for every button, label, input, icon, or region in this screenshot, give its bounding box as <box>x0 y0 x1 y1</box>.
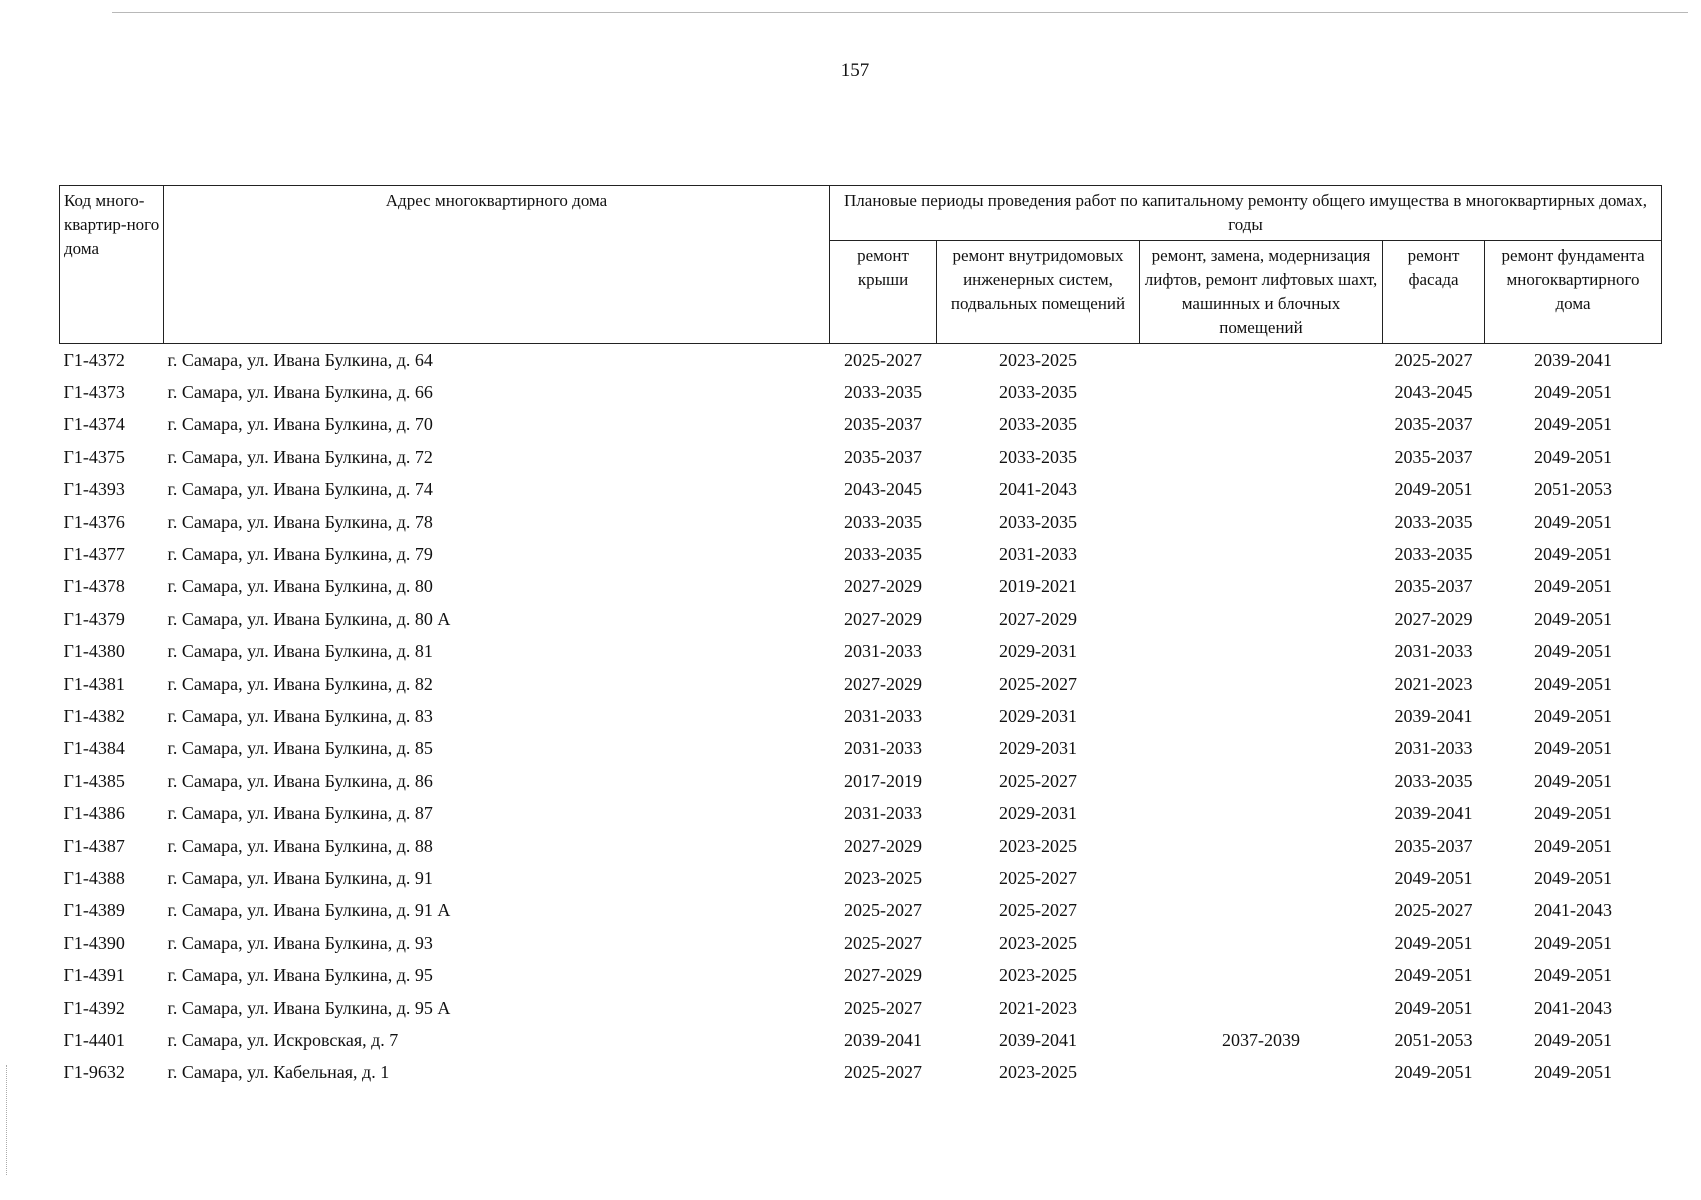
table-row <box>60 765 1662 797</box>
cell-code: Г1-4387 <box>63 835 125 856</box>
cell-systems: 2033-2035 <box>999 382 1077 403</box>
table-row <box>60 830 1662 862</box>
cell-address: г. Самара, ул. Ивана Булкина, д. 91 А <box>167 900 451 921</box>
cell-roof: 2033-2035 <box>844 382 922 403</box>
cell-facade: 2025-2027 <box>1394 349 1473 370</box>
cell-roof: 2025-2027 <box>844 932 922 953</box>
cell-systems: 2029-2031 <box>999 738 1077 759</box>
cell-foundation: 2049-2051 <box>1534 965 1613 986</box>
cell-elevators <box>1140 959 1383 991</box>
cell-systems: 2019-2021 <box>999 576 1077 597</box>
cell-systems: 2025-2027 <box>999 900 1077 921</box>
cell-roof: 2025-2027 <box>844 349 922 370</box>
cell-elevators <box>1140 538 1383 570</box>
cell-code: Г1-4386 <box>63 803 125 824</box>
cell-facade: 2027-2029 <box>1394 608 1473 629</box>
cell-systems: 2027-2029 <box>999 608 1077 629</box>
cell-foundation: 2041-2043 <box>1534 997 1613 1018</box>
top-rule <box>112 12 1688 13</box>
cell-facade: 2031-2033 <box>1394 641 1473 662</box>
cell-systems: 2023-2025 <box>999 835 1077 856</box>
cell-roof: 2023-2025 <box>844 867 922 888</box>
cell-foundation: 2049-2051 <box>1534 867 1613 888</box>
cell-foundation: 2049-2051 <box>1534 835 1613 856</box>
cell-systems: 2041-2043 <box>999 479 1077 500</box>
table-row <box>60 506 1662 538</box>
cell-facade: 2039-2041 <box>1394 803 1473 824</box>
cell-systems: 2033-2035 <box>999 511 1077 532</box>
cell-facade: 2039-2041 <box>1394 705 1473 726</box>
cell-systems: 2023-2025 <box>999 932 1077 953</box>
cell-foundation: 2049-2051 <box>1534 705 1613 726</box>
cell-foundation: 2049-2051 <box>1534 803 1613 824</box>
cell-systems: 2033-2035 <box>999 414 1077 435</box>
header-systems: ремонт внутридомовых инженерных систем, подвальных помещений <box>937 241 1140 344</box>
cell-foundation: 2049-2051 <box>1534 641 1613 662</box>
cell-roof: 2017-2019 <box>844 770 922 791</box>
cell-address: г. Самара, ул. Ивана Булкина, д. 64 <box>167 349 433 370</box>
cell-address: г. Самара, ул. Ивана Булкина, д. 88 <box>167 835 433 856</box>
cell-address: г. Самара, ул. Ивана Булкина, д. 91 <box>167 867 433 888</box>
cell-code: Г1-9632 <box>63 1062 125 1083</box>
cell-systems: 2029-2031 <box>999 705 1077 726</box>
cell-code: Г1-4378 <box>63 576 125 597</box>
cell-facade: 2049-2051 <box>1394 479 1473 500</box>
table-row <box>60 895 1662 927</box>
cell-systems: 2033-2035 <box>999 446 1077 467</box>
cell-foundation: 2041-2043 <box>1534 900 1613 921</box>
cell-foundation: 2049-2051 <box>1534 608 1613 629</box>
cell-elevators <box>1140 830 1383 862</box>
cell-elevators <box>1140 636 1383 668</box>
cell-facade: 2049-2051 <box>1394 867 1473 888</box>
table-row <box>60 636 1662 668</box>
table-row <box>60 376 1662 408</box>
header-code: Код много-квартир-ного дома <box>60 186 164 344</box>
table-row <box>60 538 1662 570</box>
cell-elevators <box>1140 506 1383 538</box>
header-address: Адрес многоквартирного дома <box>164 186 830 344</box>
cell-facade: 2049-2051 <box>1394 1062 1473 1083</box>
cell-address: г. Самара, ул. Ивана Булкина, д. 95 А <box>167 997 451 1018</box>
cell-facade: 2049-2051 <box>1394 997 1473 1018</box>
cell-roof: 2039-2041 <box>844 1029 922 1050</box>
table-row <box>60 733 1662 765</box>
cell-roof: 2027-2029 <box>844 965 922 986</box>
cell-code: Г1-4388 <box>63 867 125 888</box>
cell-code: Г1-4377 <box>63 544 125 565</box>
cell-systems: 2039-2041 <box>999 1029 1077 1050</box>
cell-address: г. Самара, ул. Ивана Булкина, д. 81 <box>167 641 433 662</box>
cell-elevators <box>1140 441 1383 473</box>
cell-code: Г1-4375 <box>63 446 125 467</box>
cell-foundation: 2049-2051 <box>1534 1029 1613 1050</box>
cell-foundation: 2049-2051 <box>1534 511 1613 532</box>
cell-code: Г1-4379 <box>63 608 125 629</box>
cell-roof: 2027-2029 <box>844 835 922 856</box>
cell-elevators <box>1140 376 1383 408</box>
cell-address: г. Самара, ул. Ивана Булкина, д. 86 <box>167 770 433 791</box>
cell-elevators <box>1140 571 1383 603</box>
table-body <box>60 344 1662 1089</box>
cell-facade: 2031-2033 <box>1394 738 1473 759</box>
cell-roof: 2035-2037 <box>844 414 922 435</box>
cell-code: Г1-4376 <box>63 511 125 532</box>
table-row <box>60 797 1662 829</box>
cell-address: г. Самара, ул. Ивана Булкина, д. 80 А <box>167 608 451 629</box>
table-row <box>60 441 1662 473</box>
cell-systems: 2029-2031 <box>999 641 1077 662</box>
cell-code: Г1-4384 <box>63 738 125 759</box>
table-row <box>60 1057 1662 1089</box>
cell-code: Г1-4390 <box>63 932 125 953</box>
header-row-top <box>60 186 1662 241</box>
cell-facade: 2033-2035 <box>1394 511 1473 532</box>
cell-elevators <box>1140 1057 1383 1089</box>
cell-address: г. Самара, ул. Ивана Булкина, д. 82 <box>167 673 433 694</box>
cell-code: Г1-4373 <box>63 382 125 403</box>
cell-elevators: 2037-2039 <box>1222 1029 1300 1050</box>
cell-systems: 2029-2031 <box>999 803 1077 824</box>
cell-roof: 2031-2033 <box>844 641 922 662</box>
cell-code: Г1-4391 <box>63 965 125 986</box>
table-row <box>60 571 1662 603</box>
table-row <box>60 603 1662 635</box>
table-row <box>60 409 1662 441</box>
cell-foundation: 2049-2051 <box>1534 673 1613 694</box>
cell-facade: 2033-2035 <box>1394 770 1473 791</box>
table-row <box>60 474 1662 506</box>
cell-elevators <box>1140 797 1383 829</box>
cell-code: Г1-4382 <box>63 705 125 726</box>
cell-code: Г1-4385 <box>63 770 125 791</box>
cell-foundation: 2049-2051 <box>1534 382 1613 403</box>
cell-facade: 2035-2037 <box>1394 576 1473 597</box>
cell-roof: 2031-2033 <box>844 738 922 759</box>
page-number: 157 <box>840 60 870 81</box>
cell-elevators <box>1140 603 1383 635</box>
cell-elevators <box>1140 927 1383 959</box>
cell-code: Г1-4392 <box>63 997 125 1018</box>
cell-roof: 2027-2029 <box>844 608 922 629</box>
cell-address: г. Самара, ул. Ивана Булкина, д. 74 <box>167 479 433 500</box>
cell-address: г. Самара, ул. Ивана Булкина, д. 95 <box>167 965 433 986</box>
cell-code: Г1-4393 <box>63 479 125 500</box>
cell-elevators <box>1140 895 1383 927</box>
cell-roof: 2027-2029 <box>844 576 922 597</box>
cell-foundation: 2049-2051 <box>1534 544 1613 565</box>
cell-roof: 2035-2037 <box>844 446 922 467</box>
table-row <box>60 344 1662 377</box>
scan-artifact <box>6 1065 11 1175</box>
header-foundation: ремонт фундамента многоквартирного дома <box>1485 241 1662 344</box>
table-row <box>60 668 1662 700</box>
cell-elevators <box>1140 992 1383 1024</box>
header-elevators: ремонт, замена, модернизация лифтов, ремонт лифтовых шахт, машинных и блочных помещений <box>1140 241 1383 344</box>
cell-systems: 2021-2023 <box>999 997 1077 1018</box>
cell-systems: 2023-2025 <box>999 965 1077 986</box>
cell-address: г. Самара, ул. Искровская, д. 7 <box>167 1029 399 1050</box>
table-row <box>60 862 1662 894</box>
cell-facade: 2049-2051 <box>1394 932 1473 953</box>
capital-repair-table <box>59 185 1662 1089</box>
cell-elevators <box>1140 474 1383 506</box>
cell-code: Г1-4381 <box>63 673 125 694</box>
cell-systems: 2025-2027 <box>999 867 1077 888</box>
cell-foundation: 2049-2051 <box>1534 446 1613 467</box>
header-facade: ремонт фасада <box>1383 241 1485 344</box>
cell-elevators <box>1140 409 1383 441</box>
cell-code: Г1-4380 <box>63 641 125 662</box>
cell-facade: 2035-2037 <box>1394 446 1473 467</box>
table-row <box>60 992 1662 1024</box>
cell-foundation: 2051-2053 <box>1534 479 1613 500</box>
table-row <box>60 1024 1662 1056</box>
cell-systems: 2025-2027 <box>999 770 1077 791</box>
cell-facade: 2051-2053 <box>1394 1029 1473 1050</box>
cell-code: Г1-4374 <box>63 414 125 435</box>
cell-elevators <box>1140 733 1383 765</box>
cell-elevators <box>1140 765 1383 797</box>
cell-address: г. Самара, ул. Ивана Булкина, д. 80 <box>167 576 433 597</box>
cell-facade: 2035-2037 <box>1394 414 1473 435</box>
cell-facade: 2035-2037 <box>1394 835 1473 856</box>
cell-facade: 2021-2023 <box>1394 673 1473 694</box>
cell-address: г. Самара, ул. Ивана Булкина, д. 85 <box>167 738 433 759</box>
cell-elevators <box>1140 668 1383 700</box>
table-row <box>60 959 1662 991</box>
cell-foundation: 2049-2051 <box>1534 738 1613 759</box>
cell-code: Г1-4401 <box>63 1029 125 1050</box>
cell-elevators <box>1140 700 1383 732</box>
cell-foundation: 2049-2051 <box>1534 576 1613 597</box>
cell-foundation: 2049-2051 <box>1534 1062 1613 1083</box>
cell-address: г. Самара, ул. Ивана Булкина, д. 78 <box>167 511 433 532</box>
cell-roof: 2025-2027 <box>844 900 922 921</box>
table-row <box>60 927 1662 959</box>
cell-foundation: 2049-2051 <box>1534 414 1613 435</box>
cell-roof: 2033-2035 <box>844 544 922 565</box>
cell-roof: 2031-2033 <box>844 705 922 726</box>
cell-elevators <box>1140 862 1383 894</box>
cell-foundation: 2049-2051 <box>1534 932 1613 953</box>
cell-systems: 2023-2025 <box>999 1062 1077 1083</box>
cell-facade: 2025-2027 <box>1394 900 1473 921</box>
header-periods: Плановые периоды проведения работ по капитальному ремонту общего имущества в многоквартирных домах, годы <box>830 186 1662 241</box>
cell-foundation: 2039-2041 <box>1534 349 1613 370</box>
cell-address: г. Самара, ул. Ивана Булкина, д. 66 <box>167 382 433 403</box>
cell-address: г. Самара, ул. Ивана Булкина, д. 72 <box>167 446 433 467</box>
cell-address: г. Самара, ул. Ивана Булкина, д. 70 <box>167 414 433 435</box>
cell-roof: 2025-2027 <box>844 997 922 1018</box>
cell-roof: 2025-2027 <box>844 1062 922 1083</box>
cell-roof: 2027-2029 <box>844 673 922 694</box>
cell-systems: 2023-2025 <box>999 349 1077 370</box>
cell-facade: 2043-2045 <box>1394 382 1473 403</box>
cell-systems: 2031-2033 <box>999 544 1077 565</box>
cell-address: г. Самара, ул. Кабельная, д. 1 <box>167 1062 390 1083</box>
cell-address: г. Самара, ул. Ивана Булкина, д. 79 <box>167 544 433 565</box>
cell-foundation: 2049-2051 <box>1534 770 1613 791</box>
cell-systems: 2025-2027 <box>999 673 1077 694</box>
cell-roof: 2031-2033 <box>844 803 922 824</box>
cell-elevators <box>1140 344 1383 377</box>
cell-facade: 2033-2035 <box>1394 544 1473 565</box>
cell-roof: 2033-2035 <box>844 511 922 532</box>
cell-code: Г1-4389 <box>63 900 125 921</box>
table-row <box>60 700 1662 732</box>
cell-facade: 2049-2051 <box>1394 965 1473 986</box>
cell-address: г. Самара, ул. Ивана Булкина, д. 93 <box>167 932 433 953</box>
cell-address: г. Самара, ул. Ивана Булкина, д. 83 <box>167 705 433 726</box>
cell-address: г. Самара, ул. Ивана Булкина, д. 87 <box>167 803 433 824</box>
cell-roof: 2043-2045 <box>844 479 922 500</box>
header-roof: ремонт крыши <box>830 241 937 344</box>
cell-code: Г1-4372 <box>63 349 125 370</box>
